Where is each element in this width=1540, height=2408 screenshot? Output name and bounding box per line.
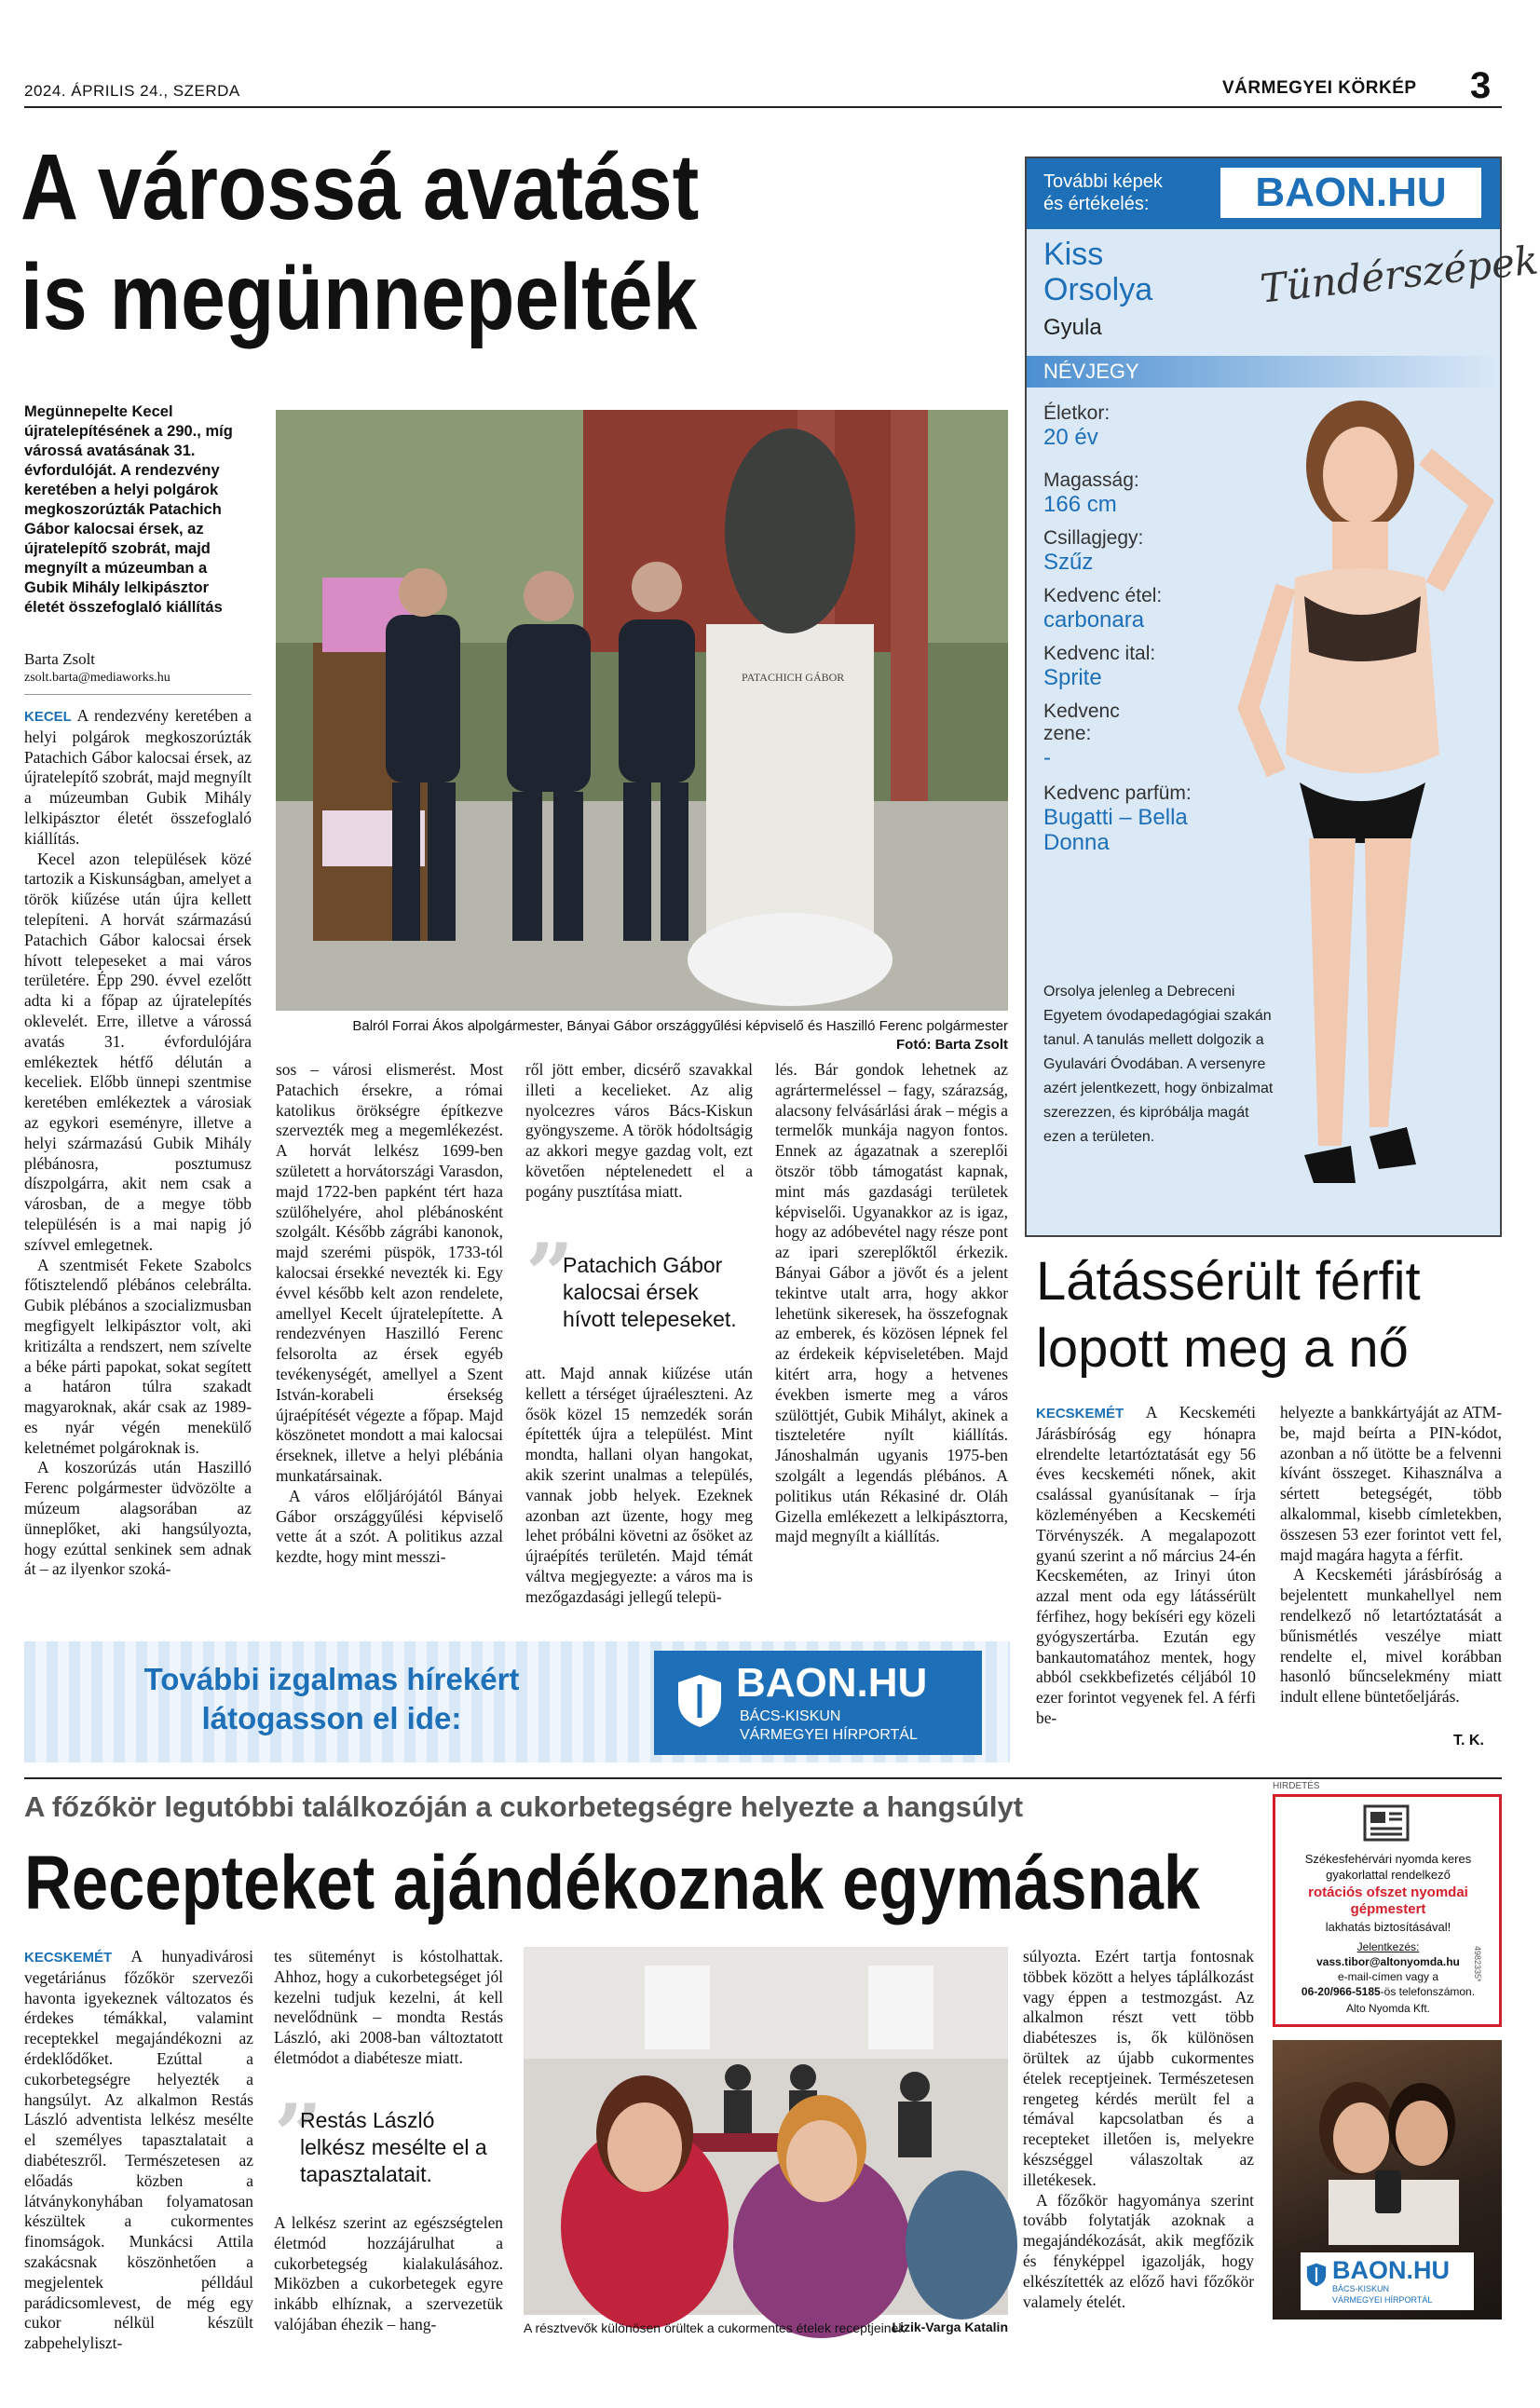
page-number: 3 (1470, 65, 1492, 106)
baon-ad-logo (1301, 2252, 1474, 2310)
bottom-signature: Lizik-Varga Katalin (892, 2320, 1008, 2334)
ad-phone-line (1283, 1985, 1493, 1998)
divider (24, 694, 252, 695)
bottom-photo-illustration (524, 1947, 1008, 2315)
field-value: 166 cm (1043, 492, 1117, 517)
field-value: 20 év (1043, 425, 1098, 450)
ad-apply: Jelentkezés: (1356, 1940, 1420, 1953)
tunderszepek-logo: Tündérszépek (1258, 237, 1540, 312)
model-city: Gyula (1043, 315, 1102, 340)
field-label: Magasság: (1043, 469, 1139, 491)
main-col2-text: sos – városi elismerést. Most Patachich érsekre, a római katolikus örökségre építkezve szervezték meg a megemlékezést. A horvát lelkész 1699-ben született a horvátországi Varasdon, majd 1722-ben papként tért haza szülőhelyére, ahol plébánosként szolgált. Később zágrábi kanonok, majd szerémi püspök, 1733-tól kalocsai érsekké nevezték ki. Egy évvel később kelt azon rendelete, amellyel Kecelt újratelepítette. A rendezvényen Haszilló Ferenc felsorolta az érsek egyéb tevékenységét, amellyel a Szent István-korabeli érsekség újraépítését végezte a főpap. Majd köszönetet mondott a mai kalocsai érseknek, illetve a helyi plébánia munkatársainak. (276, 1060, 503, 1485)
model-bio: Orsolya jelenleg a Debreceni Egyetem óvodapedagógiai szakán tanul. A tanulás mellett dolgozik a Gyulavári Óvodában. A versenyre azért jelentkezett, hogy önbizalmat szerezzen, és kipróbálja magát ezen a területen. (1043, 984, 1274, 1145)
bottom-overline: A főzőkör legutóbbi találkozóján a cukorbetegségre helyezte a hangsúlyt (24, 1790, 1024, 1823)
ad-phone[interactable]: 06-20/966-5185 (1301, 1985, 1381, 1998)
main-col-4 (775, 1060, 1008, 1547)
bottom-photo (524, 1947, 1008, 2315)
field-label: Kedvenc ital: (1043, 643, 1156, 664)
pullquote (525, 1225, 753, 1364)
bottom-col-3 (1023, 1947, 1254, 2312)
field-age (1043, 402, 1230, 469)
field-value: Sprite (1043, 665, 1102, 690)
header-rule (24, 106, 1502, 108)
photo-caption: Balról Forrai Ákos alpolgármester, Bányai Gábor országgyűlési képviselő és Haszilló Ferenc polgármester (352, 1018, 1008, 1034)
main-col4-text: lés. Bár gondok lehetnek az agrártermeléssel – fagy, szárazság, alacsony felvásárlási árak – mégis a termelők munkája nagyon fontos. Ennek az ágazatnak a szereplői ötször több támogatást kapnak, mint más gazdasági területek képviselői. Ugyanakkor az is igaz, hogy az adóbevétel nagy része pont az ipari szereplőktől érkezik. Bányai Gábor a jövőt és a jelent tekintve utalt arra, hogy akkor lehetünk sikeresek, ha összefognak az emberek, és közösen lépnek fel az érdekeik képviseletében. Majd kitért arra, hogy a hetvenes években ismerte meg a város szülöttjét, Gubik Mihályt, akinek a tiszteletére nyílt kiállítás. Jánoshalmán ugyanis 1975-ben szolgált a legendás plébános. A politikus után Rékasiné dr. Oláh Gizella emlékezett a lelkipásztorra, majd megnyílt a kiállítás. (775, 1060, 1008, 1546)
field-label: Kedvenc zene: (1043, 701, 1120, 744)
bottom-kicker: KECSKEMÉT (24, 1950, 113, 1966)
field-food (1043, 585, 1230, 643)
main-col-2 (276, 1060, 503, 1568)
ad-company: Alto Nyomda Kft. (1345, 2002, 1431, 2015)
kicker: KECEL (24, 709, 72, 725)
baon-banner[interactable] (24, 1641, 1010, 1762)
bottom-col3-text: súlyozta. Ezért tartja fontosnak többek között a helyes táplálkozást vagy éppen a testmozgást. Az alkalmon részt vett több diabéteszes is, ők különösen örültek az újabb cukormentes ételek receptjeinek. Természetesen rengeteg kérdés merült fel a témával kapcsolatban és a recepteket illetően is, melyekre készséggel válaszoltak az illetékesek. (1023, 1947, 1254, 2189)
main-col2b-text: A város előljárójától Bányai Gábor országgyűlési képviselő vette át a szót. A politikus azzal kezdte, hogy mint messzi- (276, 1486, 503, 1567)
model-name-line2: Orsolya (1043, 272, 1153, 307)
baon-ad-sub1: BÁCS-KISKUN (1332, 2284, 1390, 2293)
main-photo-illustration (276, 410, 1008, 1011)
ad-text1: Székesfehérvári nyomda keres gyakorlattal rendelkező (1304, 1852, 1472, 1882)
bottom-col-2a (274, 1947, 503, 2069)
photo-credit: Fotó: Barta Zsolt (896, 1037, 1008, 1053)
beauty-sidebar (1025, 156, 1540, 1237)
beauty-promo-line2: és értékelés: (1043, 194, 1150, 214)
short-col-2 (1280, 1403, 1502, 1707)
banner-logo-box[interactable] (654, 1651, 982, 1755)
job-ad[interactable] (1273, 1794, 1502, 2027)
short-col1-text: A Kecskeméti Járásbíróság egy hónapra elrendelte letartóztatását egy 56 éves kecskeméti nőnek, akit csalással gyanúsítanak – írja közleményében a Kecskeméti Törvényszék. A megalapozott gyanú szerint a nő március 24-én Kecskeméten, az Irinyi úton azzal ment oda egy látássérült férfihez, hogy bekíséri egy közeli gyógyszertárba. Ezután egy bankautomatához mentek, hogy abból csekkbefizetés céljából 10 ezer forintot vegyenek fel. A férfi be- (1036, 1403, 1256, 1727)
main-col3a-text: ről jött ember, dicsérő szavakkal illeti a kecelieket. Az alig nyolcezres város Bács-Kiskun gyöngyszeme. A török hódoltságig az akkori megye gazdag volt, ezt követően néptelenedett el a pogány pusztítása miatt. (525, 1060, 753, 1201)
main-col1d-text: A koszorúzás után Haszilló Ferenc polgármester üdvözölte a múzeum alagsorában az ünneplőket, aki hangsúlyozta, hogy ezúttal senkinek sem adnak át – az ilyenkor szoká- (24, 1458, 252, 1579)
field-value: Bugatti – Bella Donna (1043, 805, 1188, 855)
main-col-3b (525, 1364, 753, 1608)
bottom-photo-caption: A résztvevők különösen örültek a cukormentes ételek receptjeinek (524, 2320, 906, 2335)
model-fields (1043, 402, 1230, 855)
baon-ad-site: BAON.HU (1332, 2256, 1450, 2284)
field-music (1043, 701, 1230, 782)
main-title-line2: is megünnepelték (20, 245, 698, 349)
main-photo (276, 410, 1008, 1011)
bottom-pullquote (274, 2086, 503, 2206)
beauty-promo-line1: További képek (1043, 171, 1163, 192)
baon-ad[interactable] (1273, 2040, 1502, 2320)
ad-code: 4982335* (1473, 1946, 1482, 1982)
shield-icon (1306, 2262, 1327, 2288)
main-col3b-text: att. Majd annak kiűzése után kellett a térséget újraéleszteni. Az ősök közel 15 nemzedék során építették újra a települést. Mint mondta, hallani olyan hangokat, akik szerint unalmas a település, vannak jobb helyek. Ezeknek azonban azt üzente, hogy meg lehet próbálni követni az ősöket az újraépítés területén. Majd témát váltva megjegyezte: a város ma is mezőgazdasági jellegű telepü- (525, 1364, 753, 1606)
quote-mark-icon: ” (525, 1225, 574, 1324)
short-kicker: KECSKEMÉT (1036, 1406, 1124, 1422)
main-title-line1: A várossá avatást (20, 135, 700, 239)
field-height (1043, 469, 1230, 527)
bottom-col-1 (24, 1947, 253, 2354)
main-col-1 (24, 706, 252, 1580)
field-value: - (1043, 745, 1051, 770)
statue-plaque: PATACHICH GÁBOR (742, 671, 845, 684)
author-name: Barta Zsolt (24, 650, 96, 668)
banner-site: BAON.HU (736, 1660, 928, 1706)
field-label: Életkor: (1043, 402, 1111, 424)
short-title-line2: lopott meg a nő (1036, 1318, 1409, 1379)
ad-email[interactable]: vass.tibor@altonyomda.hu (1316, 1955, 1460, 1968)
main-col-3a (525, 1060, 753, 1203)
bottom-col1-text: A hunyadivárosi vegetáriánus főzőkör szervezői havonta igyekeznek változatos és érdekes témákkal, valamint receptekkel megajándékozni az érdeklődőket. Ezúttal a cukorbetegségre helyezték a hangsúlyt. Az alkalmon Restás László adventista lelkész mesélte el személyes tapasztalatait a diabéteszről. Természetesen az előadás közben a látványkonyhában folyamatosan készültek a cukormentes finomságok. Munkácsi Attila szakácsnak köszönhetően a megjelentek pélldául parádicsomlevest, de még egy cukor nélkül készült zabpehelyliszt- (24, 1947, 253, 2353)
short-col2b-text: A Kecskeméti járásbíróság a bejelentett munkahellyel nem rendelkező nő letartóztatását a bűnismétlés veszélye miatt rendelte el, mivel korábban hasonló bűncselekmény miatt indult ellene büntetőeljárás. (1280, 1565, 1502, 1707)
short-title (1036, 1248, 1502, 1382)
banner-sub1: BÁCS-KISKUN (740, 1708, 841, 1724)
quote-mark-icon: ” (274, 2086, 322, 2184)
bottom-rule (24, 1777, 1502, 1779)
short-col-1 (1036, 1403, 1256, 1729)
lead-text: Megünnepelte Kecel újratelepítésének a 290., míg várossá avatásának 31. évfordulóját. A rendezvény keretében a helyi polgárok megkoszorúzták Patachich Gábor kalocsai érsek, az újratelepítő szobrát, majd megnyílt a múzeumban a Gubik Mihály lelkipásztor életét összefoglaló kiállítás (24, 403, 233, 616)
field-label: Csillagjegy: (1043, 527, 1144, 549)
header-section: VÁRMEGYEI KÖRKÉP (1222, 78, 1417, 98)
bottom-pullquote-text: Restás László lelkész mesélte el a tapasztalatait. (300, 2108, 487, 2186)
field-label: Kedvenc étel: (1043, 585, 1163, 606)
shield-icon (676, 1673, 723, 1729)
baon-ad-sub2: VÁRMEGYEI HÍRPORTÁL (1332, 2295, 1433, 2305)
model-name-line1: Kiss (1043, 237, 1104, 272)
ad-text3: e-mail-címen vagy a (1337, 1970, 1439, 1983)
short-col2-text: helyezte a bankkártyáját az ATM-be, majd beírta a PIN-kódot, azonban a nő ütötte be a felvenni kívánt összeget. Kihasználva a sértett betegségét, több alkalommal, kisebb címletekben, összesen 53 ezer forintot vett fel, majd magára hagyta a férfit. (1280, 1403, 1502, 1564)
header-date: 2024. ÁPRILIS 24., SZERDA (24, 82, 240, 100)
short-title-line1: Látássérült férfit (1036, 1251, 1421, 1312)
main-title (20, 132, 1008, 352)
ad-text2: lakhatás biztosításával! (1325, 1920, 1451, 1934)
field-value: carbonara (1043, 607, 1145, 633)
field-sign (1043, 527, 1230, 585)
banner-line1: További izgalmas hírekért (143, 1662, 520, 1696)
bottom-col2-text: tes süteményt is kóstolhattak. Ahhoz, hogy a cukorbetegséget jól kezelni tudjuk kezelni, át kell nevelődnünk – mondta Restás László, aki 2008-ban változtatott életmódot a diabétesze miatt. (274, 1947, 503, 2067)
ad-text4: -ös telefonszámon. (1380, 1985, 1476, 1998)
field-label: Kedvenc parfüm: (1043, 782, 1192, 804)
main-col1-text: A rendezvény keretében a helyi polgárok megkoszorúzták Patachich Gábor kalocsai érsek, az újratelepítő szobrát, majd megnyílt a múzeumban Gubik Mihály lelkipásztor életét összefoglaló kiállítás. (24, 706, 252, 848)
bottom-col3b-text: A főzőkör hagyománya szerint tovább folytatják azoknak a megajándékozását, akik megfőzik és fényképpel igazolják, hogy elkészítették az előző havi főzőkör valamely ételét. (1023, 2190, 1254, 2311)
author-email: zsolt.barta@mediaworks.hu (24, 671, 170, 685)
bottom-col-2b (274, 2213, 503, 2335)
bottom-col2b-text: A lelkész szerint az egészségtelen életmód hozzájárulhat a cukorbetegség kialakulásához. Miközben a cukorbetegek egyre inkább elhíznak, a szervezetük valójában éhezik – hang- (274, 2213, 503, 2333)
field-perfume (1043, 782, 1230, 855)
banner-line2: látogasson el ide: (201, 1701, 462, 1735)
short-signature: T. K. (1453, 1733, 1484, 1748)
pullquote-text: Patachich Gábor kalocsai érsek hívott telepeseket. (563, 1253, 737, 1331)
nevjegy-label: NÉVJEGY (1027, 356, 1500, 388)
main-col1c-text: A szentmisét Fekete Szabolcs főtisztelendő plébános celebrálta. Gubik plébános a szocializmusban megfigyelt lelkipásztor volt, aki kritizálta a rendszert, nem szívelte a béke párti papokat, sokat segített a határon túlra szakadt magyaroknak, akár csak az 1989-es nyár végén menekülő keletnémet polgároknak is. (24, 1255, 252, 1457)
banner-sub2: VÁRMEGYEI HÍRPORTÁL (740, 1727, 918, 1743)
field-value: Szűz (1043, 550, 1094, 575)
field-drink (1043, 643, 1230, 701)
beauty-promo-link[interactable]: BAON.HU (1220, 168, 1481, 218)
bottom-title: Recepteket ajándékoznak egymásnak (24, 1841, 1201, 1925)
main-col1b-text: Kecel azon települések közé tartozik a Kiskunságban, amelyet a török kiűzése után újra kellett telepíteni. A horvát származású Patachich Gábor kalocsai érsek hívott telepeseket a mai város területére. Épp 290. évvel ezelőtt adta ki a főpap az újratelepítés oklevelét. Erre, illetve a várossá avatás 31. évfordulójára emlékeztek hétfő délután a keceliek. Előbb ünnepi szentmise keretében emlékeztek a városiak az egykori eseményre, illetve a helyi származású Gubik Mihály plébánosra, posztumusz díszpolgárra, akit nem csak a városban, de a megye több településén is a mai napig jó szívvel emlegetnek. (24, 849, 252, 1254)
ad-label: HIRDETÉS (1273, 1781, 1320, 1791)
ad-highlight: rotációs ofszet nyomdai gépmestert (1308, 1884, 1468, 1917)
newspaper-icon (1363, 1804, 1410, 1842)
